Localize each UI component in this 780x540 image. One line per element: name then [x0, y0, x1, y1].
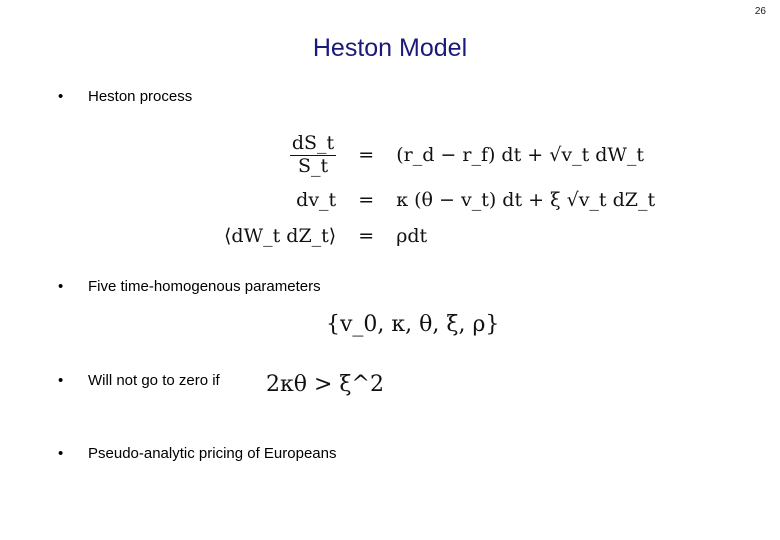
bullet-marker: •: [58, 372, 64, 389]
feller-condition-formula: 2κθ > ξ^2: [266, 372, 384, 397]
bullet-heston-process: Heston process: [88, 88, 193, 105]
equation-row-spot: [218, 128, 661, 182]
equals-sign: =: [358, 225, 375, 247]
bullet-marker: •: [58, 88, 64, 105]
bullet-marker: •: [58, 278, 64, 295]
equation-rhs-correlation: ρdt: [396, 225, 428, 247]
bullet-pricing: Pseudo-analytic pricing of Europeans: [88, 445, 337, 462]
equation-row-correlation: [218, 218, 661, 254]
bullet-parameters: Five time-homogenous parameters: [88, 278, 321, 295]
equation-rhs-spot: (r_d − r_f) dt + √v_t dW_t: [396, 144, 645, 166]
equation-lhs-correlation: ⟨dW_t dZ_t⟩: [224, 225, 337, 247]
bullet-zero-condition: Will not go to zero if: [88, 372, 220, 389]
equation-lhs-variance: dv_t: [296, 189, 337, 211]
fraction-numerator: dS_t: [291, 131, 335, 154]
equation-row-variance: [218, 182, 661, 218]
heston-equations: [218, 128, 661, 254]
equals-sign: =: [358, 144, 375, 166]
slide-title: Heston Model: [312, 34, 468, 62]
equals-sign: =: [358, 189, 375, 211]
bullet-marker: •: [58, 445, 64, 462]
spot-return-fraction: [290, 133, 336, 178]
equation-rhs-variance: κ (θ − v_t) dt + ξ √v_t dZ_t: [396, 189, 656, 211]
page-number: 26: [754, 6, 766, 17]
fraction-denominator: S_t: [297, 154, 329, 177]
parameter-set-formula: {v_0, κ, θ, ξ, ρ}: [326, 312, 500, 337]
